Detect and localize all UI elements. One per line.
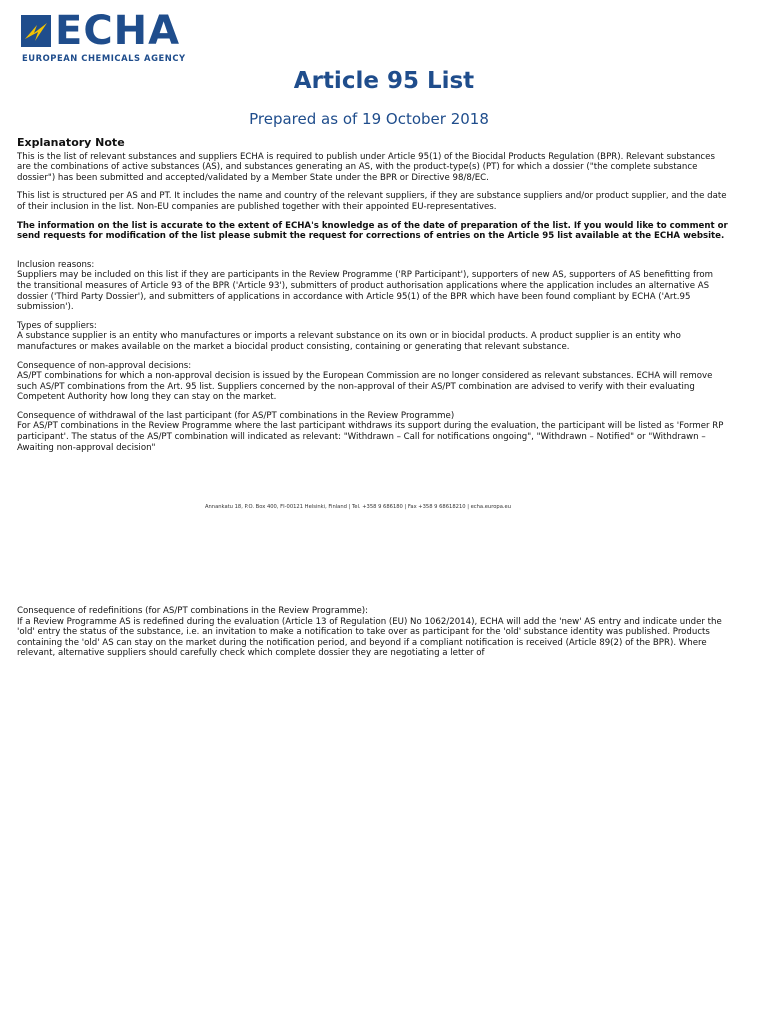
section-text-inclusion: Suppliers may be included on this list if they are participants in the Review Programme ('RP Participant'), supporters of new AS, supporters of AS benefitting from the transitional measures of Article 93 of the BPR ('Article 93'), submitters of product authorisation applications where the application includes an alternative AS dossier ('Third Party Dossier'), and submitters of applications in accordance with Article 95(1) of the BPR which have been found compliant by ECHA ('Art.95 submission'). — [17, 270, 713, 313]
note-paragraph-2: This list is structured per AS and PT. It includes the name and country of the relevant suppliers, if they are substance suppliers and/or product supplier, and the date of their inclusion in the list. Non-EU companies are published together with their appointed EU-representatives. — [17, 191, 727, 212]
note-heading: Explanatory Note — [17, 136, 125, 149]
logo-name: ECHA — [55, 8, 181, 54]
page-title: Article 95 List — [293, 68, 475, 94]
section-text-withdrawal: For AS/PT combinations in the Review Programme where the last participant withdraws its support during the evaluation, the participant will be listed as 'Former RP participant'. The status of the AS/PT combination will indicated as relevant: "Withdrawn – Call for notifications ongoing", "Withdrawn – Notified" or "Withdrawn – Awaiting non-approval decision" — [17, 421, 724, 453]
redefinitions-section — [17, 606, 729, 667]
echa-star-mark-icon — [21, 15, 51, 47]
note-paragraph-1: This is the list of relevant substances and suppliers ECHA is required to publish under Article 95(1) of the Biocidal Products Regulation (BPR). Relevant substances are the combinations of active substances (AS), and substances generating an AS, with the product-type(s) (PT) for which a dossier ("the complete substance dossier") has been submitted and accepted/validated by a Member State under the BPR or Directive 98/8/EC. — [17, 151, 715, 183]
section-label-inclusion: Inclusion reasons: — [17, 259, 95, 270]
page-footer: Annankatu 18, P.O. Box 400, FI-00121 Helsinki, Finland | Tel. +358 9 686180 | Fax +358 9 68618210 | echa.europa.eu — [204, 504, 512, 510]
logo-subtitle: EUROPEAN CHEMICALS AGENCY — [22, 53, 186, 63]
page-subtitle: Prepared as of 19 October 2018 — [249, 110, 489, 128]
section-label-non-approval: Consequence of non-approval decisions: — [17, 360, 192, 371]
section-text-non-approval: AS/PT combinations for which a non-approval decision is issued by the European Commission are no longer considered as relevant substances. ECHA will remove such AS/PT combinations from the Art. 95 list. Suppliers concerned by the non-approval of their AS/PT combination are advised to verify with their evaluating Competent Authority how long they can stay on the market. — [17, 371, 713, 403]
explanatory-note — [17, 138, 729, 461]
section-text-types: A substance supplier is an entity who manufactures or imports a relevant substance on its own or in biocidal products. A product supplier is an entity who manufactures or makes available on the market a biocidal product consisting, containing or generating that relevant substance. — [17, 331, 681, 352]
section-label-types: Types of suppliers: — [17, 320, 97, 331]
section-text-redefinitions: If a Review Programme AS is redefined during the evaluation (Article 13 of Regulation (EU) No 1062/2014), ECHA will add the 'new' AS entry and indicate under the 'old' entry the status of the substance, i.e. an invitation to make a notification to take over as participant for the 'old' substance identity was published. Products containing the 'old' AS can stay on the market during the notification period, and beyond if a compliant notification is received (Article 89(2) of the BPR). Where relevant, alternative suppliers should carefully check which complete dossier they are negotiating a letter of — [17, 616, 722, 659]
echa-logo — [21, 8, 211, 67]
section-label-redefinitions: Consequence of redefinitions (for AS/PT combinations in the Review Programme): — [17, 606, 368, 616]
section-label-withdrawal: Consequence of withdrawal of the last participant (for AS/PT combinations in the Review Programme) — [17, 410, 455, 421]
note-paragraph-3: The information on the list is accurate to the extent of ECHA's knowledge as of the date of preparation of the list. If you would like to comment or send requests for modification of the list please submit the request for corrections of entries on the Article 95 list available at the ECHA website. — [17, 220, 728, 242]
